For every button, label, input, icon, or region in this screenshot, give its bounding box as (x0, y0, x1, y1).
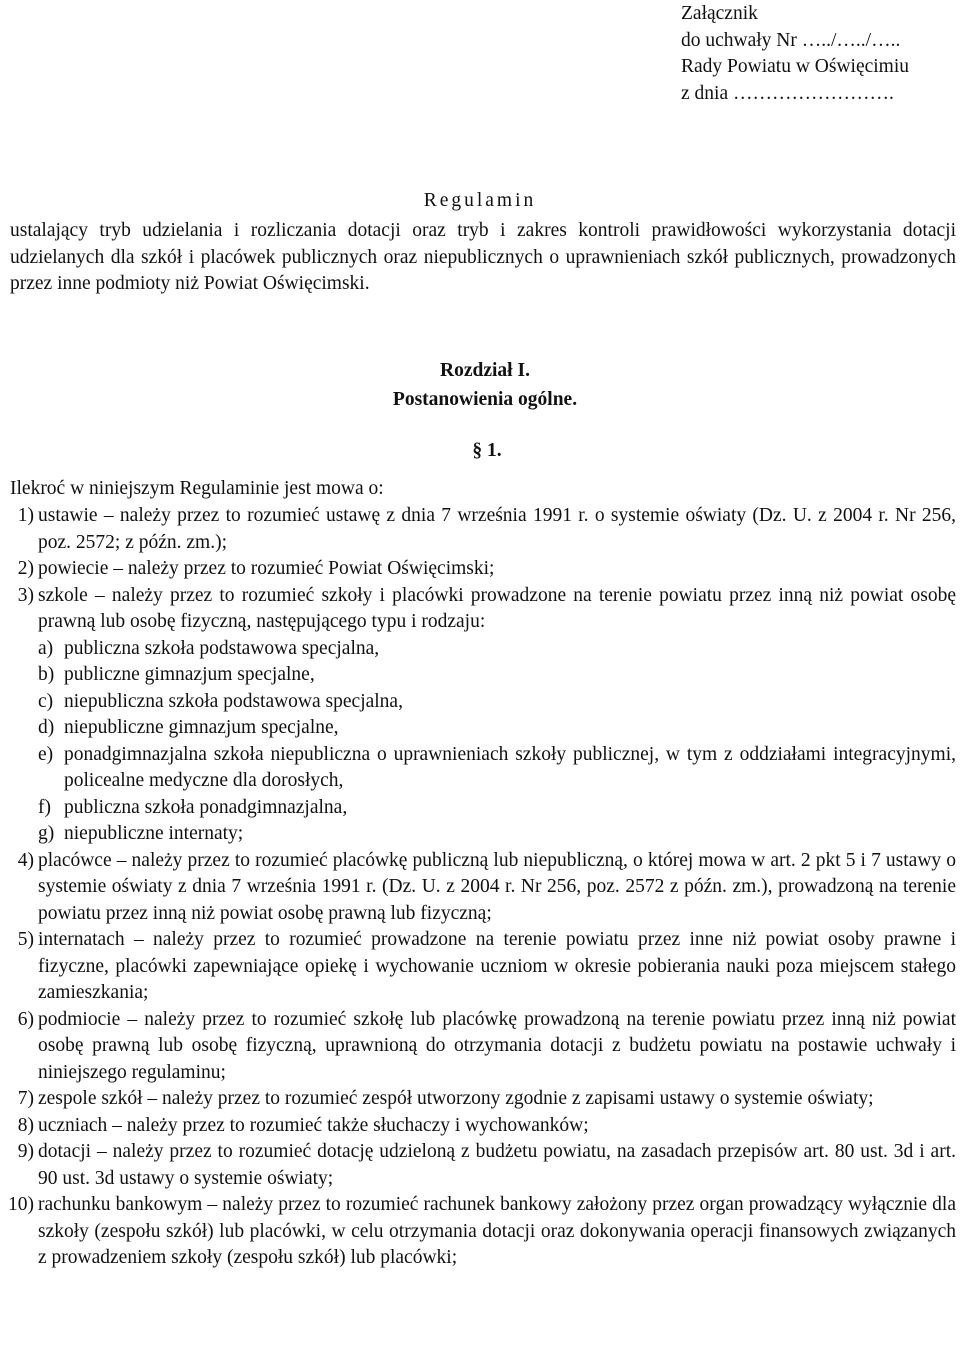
definition-text: zespole szkół – należy przez to rozumieć zespół utworzony zgodnie z zapisami ustawy o systemie oświaty; (38, 1088, 874, 1109)
school-type-letter: c) (38, 690, 54, 712)
school-type-letter: e) (38, 743, 54, 765)
definition-item (0, 1139, 956, 1192)
definition-number: 1) (17, 505, 34, 526)
definition-number: 4) (17, 849, 34, 871)
definition-text: uczniach – należy przez to rozumieć także słuchaczy i wychowanków; (38, 1114, 589, 1136)
school-type-text: publiczne gimnazjum specjalne, (64, 664, 315, 685)
chapter-number: Rozdział I. (440, 360, 530, 381)
school-type-item (38, 636, 956, 663)
school-type-letter: g) (38, 823, 55, 844)
school-type-text: publiczna szkoła ponadgimnazjalna, (64, 796, 348, 818)
definition-item (0, 848, 956, 928)
definition-number: 3) (17, 584, 34, 606)
definition-item (0, 583, 956, 848)
resolution-number: do uchwały Nr …../…../….. (681, 29, 901, 51)
definition-text: rachunku bankowym – należy przez to rozumieć rachunek bankowy założony przez organ prowadzący wyłącznie dla szkoły (zespołu szkół) lub placówki, w celu otrzymania dotacji oraz dokonywania operacji finansowych związanych z prowadzeniem szkoły (zespołu szkół) lub placówki; (38, 1194, 956, 1268)
definition-text: powiecie – należy przez to rozumieć Powiat Oświęcimski; (38, 558, 495, 579)
resolution-date: z dnia ……………………. (681, 82, 894, 104)
definition-item (0, 927, 956, 1007)
chapter-heading (0, 356, 960, 414)
annex-header (681, 1, 909, 107)
definition-item (0, 1113, 956, 1140)
definitions-lead: Ilekroć w niniejszym Regulaminie jest mowa o: (10, 478, 384, 499)
school-type-item (38, 742, 956, 795)
chapter-name: Postanowienia ogólne. (392, 389, 578, 410)
school-type-text: publiczna szkoła podstawowa specjalna, (64, 637, 380, 659)
definition-number: 7) (17, 1088, 34, 1109)
document-subtitle: ustalający tryb udzielania i rozliczania dotacji oraz tryb i zakres kontroli prawidłowości wykorzystania dotacji udzielanych dla szkół i placówek publicznych oraz niepublicznych o uprawnieniach szkół publicznych, prowadzonych przez inne podmioty niż Powiat Oświęcimski. (10, 220, 956, 294)
paragraph-mark: § 1. (472, 440, 502, 461)
document-title: Regulamin (423, 190, 537, 211)
school-type-item (38, 715, 956, 742)
council-name: Rady Powiatu w Oświęcimiu (681, 56, 910, 77)
definition-number: 8) (17, 1114, 34, 1136)
school-type-text: niepubliczne internaty; (64, 823, 244, 844)
definition-number: 6) (17, 1008, 34, 1030)
definition-number: 10) (8, 1194, 34, 1215)
definition-number: 9) (17, 1141, 34, 1162)
definition-item (0, 503, 956, 556)
definition-item (0, 556, 956, 583)
school-type-item (38, 795, 956, 822)
school-type-item (38, 662, 956, 689)
school-type-letter: a) (38, 637, 54, 659)
school-types-list (38, 636, 956, 848)
school-type-letter: d) (38, 717, 55, 738)
definition-text: ustawie – należy przez to rozumieć ustawę z dnia 7 września 1991 r. o systemie oświaty (Dz. U. z 2004 r. Nr 256, poz. 2572; z późn. zm.); (38, 505, 956, 553)
definition-item (0, 1007, 956, 1087)
definition-number: 2) (17, 558, 34, 579)
school-type-item (38, 821, 956, 848)
definitions-list (0, 503, 956, 1272)
definition-item (0, 1192, 956, 1272)
definition-text: internatach – należy przez to rozumieć prowadzone na terenie powiatu przez inne niż powiat osoby prawne i fizyczne, placówki zapewniające opiekę i wychowanie uczniom w okresie pobierania nauki poza miejscem stałego zamieszkania; (38, 929, 956, 1003)
school-type-item (38, 689, 956, 716)
definition-number: 5) (17, 929, 34, 950)
school-type-letter: b) (38, 664, 55, 685)
definition-text: szkole – należy przez to rozumieć szkoły i placówki prowadzone na terenie powiatu przez inną niż powiat osobę prawną lub osobę fizyczną, następującego typu i rodzaju: (38, 584, 956, 632)
definition-item (0, 1086, 956, 1113)
school-type-letter: f) (38, 796, 51, 818)
definition-text: dotacji – należy przez to rozumieć dotację udzieloną z budżetu powiatu, na zasadach przepisów art. 80 ust. 3d i art. 90 ust. 3d ustawy o systemie oświaty; (38, 1141, 956, 1189)
school-type-text: ponadgimnazjalna szkoła niepubliczna o uprawnieniach szkoły publicznej, w tym z oddziałami integracyjnymi, policealne medyczne dla dorosłych, (64, 743, 956, 791)
school-type-text: niepubliczna szkoła podstawowa specjalna, (64, 690, 403, 712)
annex-label: Załącznik (681, 3, 758, 24)
definition-text: placówce – należy przez to rozumieć placówkę publiczną lub niepubliczną, o której mowa w art. 2 pkt 5 i 7 ustawy o systemie oświaty z dnia 7 września 1991 r. (Dz. U. z 2004 r. Nr 256, poz. 2572 z późn. zm.), prowadzoną na terenie powiatu przez inną niż powiat osobę prawną lub fizyczną; (38, 849, 956, 924)
school-type-text: niepubliczne gimnazjum specjalne, (64, 717, 339, 738)
definition-text: podmiocie – należy przez to rozumieć szkołę lub placówkę prowadzoną na terenie powiatu przez inną niż powiat osobę prawną lub osobę fizyczną, uprawnioną do otrzymania dotacji z budżetu powiatu na postawie uchwały i niniejszego regulaminu; (38, 1008, 956, 1083)
